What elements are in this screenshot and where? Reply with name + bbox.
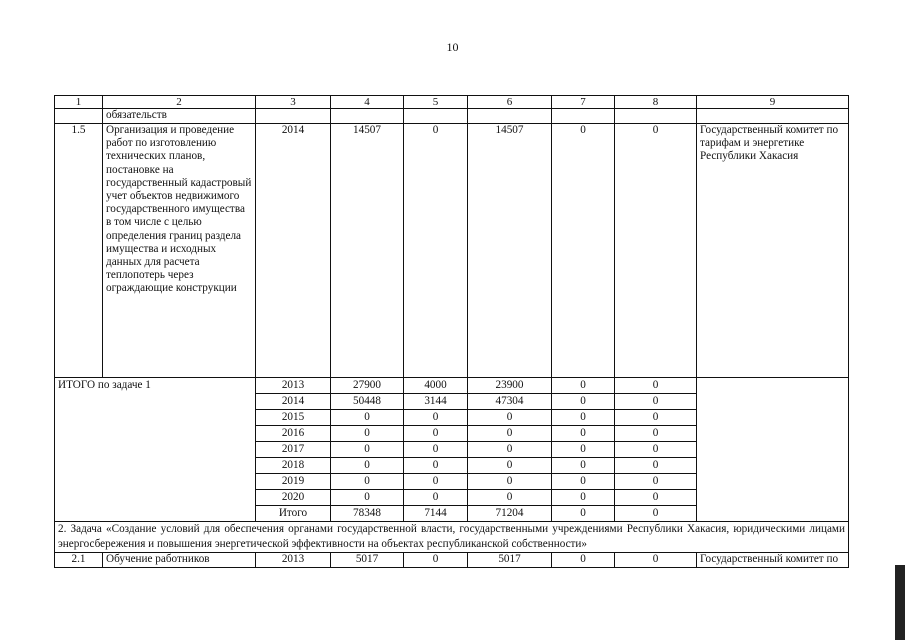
itogo-year: 2019 [256, 474, 331, 490]
itogo-value: 0 [404, 490, 468, 506]
table-row-1-5 [55, 124, 849, 378]
col8-cell: 0 [615, 553, 697, 568]
itogo-value: 3144 [404, 394, 468, 410]
itogo-value: 50448 [331, 394, 404, 410]
itogo-value: 0 [552, 378, 615, 394]
task-2-row [55, 522, 849, 553]
itogo-value: 0 [615, 458, 697, 474]
total-cell: 14507 [331, 124, 404, 378]
itogo-year: 2017 [256, 442, 331, 458]
itogo-value: 0 [552, 490, 615, 506]
header-col-3: 3 [256, 96, 331, 109]
itogo-value: 4000 [404, 378, 468, 394]
itogo-executor-empty [697, 378, 849, 522]
itogo-value: 0 [615, 394, 697, 410]
itogo-year: 2013 [256, 378, 331, 394]
itogo-value: 0 [615, 410, 697, 426]
year-cell: 2014 [256, 124, 331, 378]
header-col-1: 1 [55, 96, 103, 109]
program-table [54, 95, 849, 568]
header-col-2: 2 [103, 96, 256, 109]
itogo-year: 2020 [256, 490, 331, 506]
row-number: 1.5 [55, 124, 103, 378]
itogo-value: 0 [552, 458, 615, 474]
itogo-year: 2016 [256, 426, 331, 442]
itogo-row [55, 378, 849, 394]
itogo-value: 0 [615, 490, 697, 506]
itogo-year: 2014 [256, 394, 331, 410]
itogo-value: 27900 [331, 378, 404, 394]
task-2-heading: 2. Задача «Создание условий для обеспечения органами государственной власти, государственными учреждениями Республики Хакасия, юридическими лицами энергосбережения и повышения энергетической эффективности на объектах республиканской собственности» [55, 522, 849, 553]
scan-edge-shadow [895, 565, 905, 640]
year-cell: 2013 [256, 553, 331, 568]
itogo-year: 2015 [256, 410, 331, 426]
itogo-value: 0 [552, 426, 615, 442]
itogo-value: 0 [468, 442, 552, 458]
itogo-value: 0 [552, 394, 615, 410]
itogo-value: 0 [468, 458, 552, 474]
header-col-9: 9 [697, 96, 849, 109]
itogo-value: 0 [468, 490, 552, 506]
itogo-value: 0 [331, 490, 404, 506]
itogo-value: 0 [552, 506, 615, 522]
itogo-value: 0 [331, 442, 404, 458]
itogo-value: 7144 [404, 506, 468, 522]
executor-cell: Государственный комитет по [697, 553, 849, 568]
itogo-value: 0 [331, 410, 404, 426]
itogo-value: 0 [615, 442, 697, 458]
itogo-value: 0 [552, 442, 615, 458]
col8-cell: 0 [615, 124, 697, 378]
itogo-value: 0 [615, 426, 697, 442]
itogo-value: 0 [615, 378, 697, 394]
itogo-value: 78348 [331, 506, 404, 522]
itogo-value: 0 [331, 426, 404, 442]
executor-cell: Государственный комитет по тарифам и энергетике Республики Хакасия [697, 124, 849, 378]
col7-cell: 0 [552, 124, 615, 378]
table-row-2-1 [55, 553, 849, 568]
itogo-value: 0 [615, 506, 697, 522]
itogo-label: ИТОГО по задаче 1 [55, 378, 256, 522]
col5-cell: 0 [404, 124, 468, 378]
itogo-value: 0 [468, 426, 552, 442]
itogo-value: 71204 [468, 506, 552, 522]
itogo-value: 0 [468, 410, 552, 426]
itogo-value: 0 [404, 474, 468, 490]
total-cell: 5017 [331, 553, 404, 568]
col5-cell: 0 [404, 553, 468, 568]
itogo-value: 0 [331, 458, 404, 474]
itogo-value: 0 [552, 410, 615, 426]
measure-name: Обучение работников [103, 553, 256, 568]
itogo-year: 2018 [256, 458, 331, 474]
itogo-value: 0 [404, 442, 468, 458]
col6-cell: 5017 [468, 553, 552, 568]
itogo-year: Итого [256, 506, 331, 522]
itogo-value: 0 [468, 474, 552, 490]
col6-cell: 14507 [468, 124, 552, 378]
header-col-7: 7 [552, 96, 615, 109]
itogo-value: 0 [615, 474, 697, 490]
itogo-value: 0 [404, 426, 468, 442]
measure-name: Организация и проведение работ по изготовлению технических планов, постановке на государственный кадастровый учет объектов недвижимого государственного имущества в том числе с целью определения границ раздела имущества и исходных данных для расчета теплопотерь через ограждающие конструкции [103, 124, 256, 378]
itogo-value: 0 [404, 458, 468, 474]
header-col-8: 8 [615, 96, 697, 109]
continuation-row [55, 109, 849, 124]
page-number: 10 [446, 40, 459, 54]
header-col-5: 5 [404, 96, 468, 109]
itogo-value: 0 [552, 474, 615, 490]
continuation-text: обязательств [103, 109, 256, 124]
header-col-4: 4 [331, 96, 404, 109]
itogo-value: 0 [404, 410, 468, 426]
header-col-6: 6 [468, 96, 552, 109]
itogo-value: 47304 [468, 394, 552, 410]
row-number: 2.1 [55, 553, 103, 568]
itogo-value: 0 [331, 474, 404, 490]
col7-cell: 0 [552, 553, 615, 568]
header-row [55, 96, 849, 109]
itogo-value: 23900 [468, 378, 552, 394]
